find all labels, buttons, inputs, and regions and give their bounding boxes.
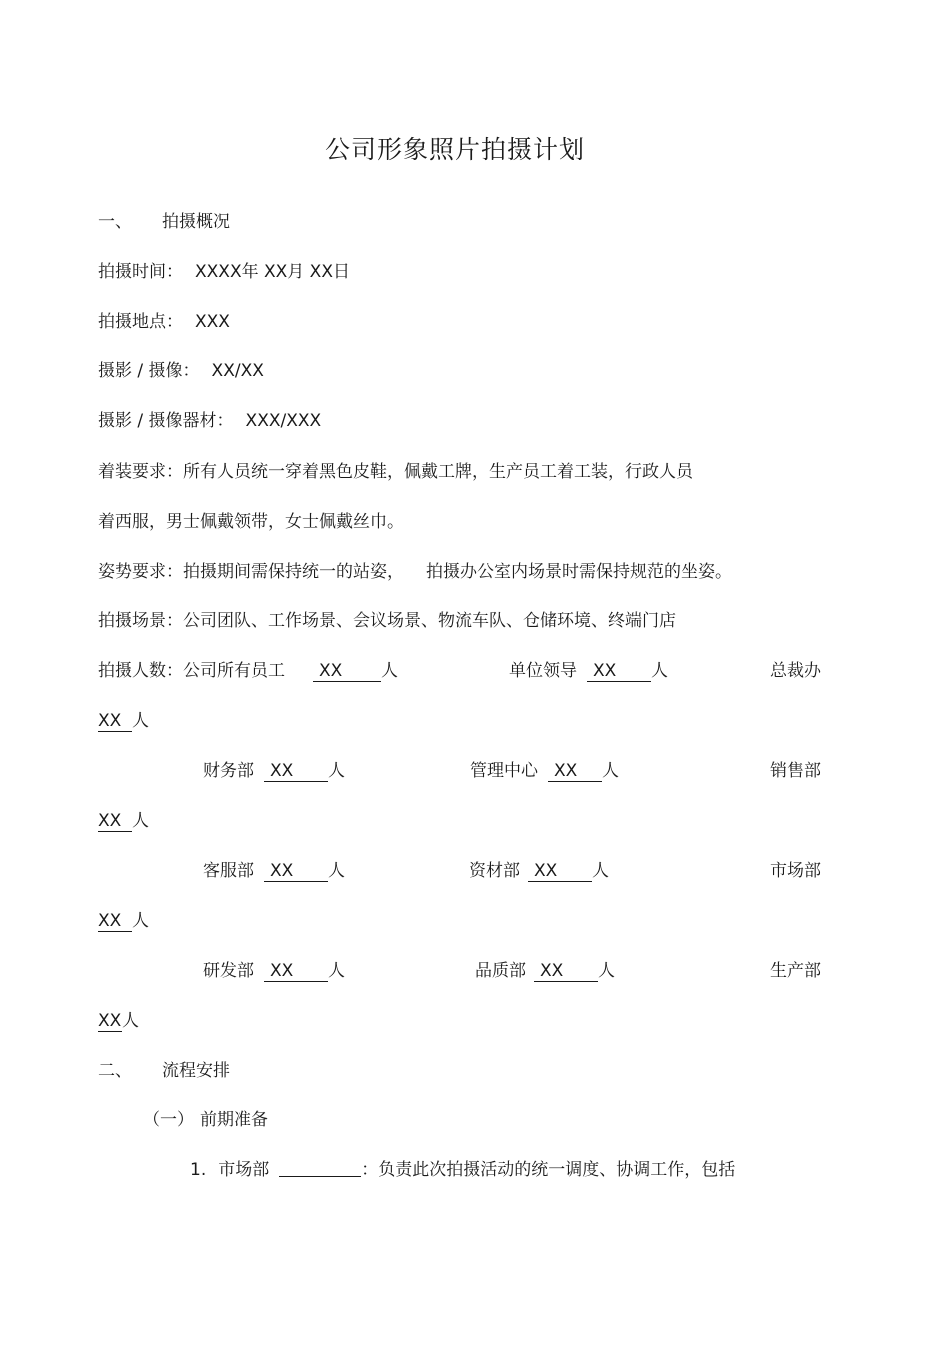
equipment — [98, 410, 321, 432]
shoot-place-label: 拍摄地点： — [98, 312, 183, 332]
photographer — [98, 360, 264, 382]
people-label: 拍摄人数： — [98, 661, 183, 681]
dept-count: XX — [98, 1011, 122, 1031]
section-number: 二、 — [98, 1061, 132, 1081]
people-row-2-a — [203, 760, 345, 782]
people-row-2-c-name: 销售部 — [770, 761, 821, 781]
people-row-3-b — [469, 860, 609, 882]
dept-name: 公司所有员工 — [183, 661, 285, 681]
dept-count: XX — [264, 762, 328, 782]
dept-name: 单位领导 — [509, 661, 577, 681]
people-row-3-c-name: 市场部 — [770, 861, 821, 881]
people-row-4-a — [203, 960, 345, 982]
unit: 人 — [651, 661, 668, 681]
unit: 人 — [328, 761, 345, 781]
equipment-label: 摄影 / 摄像器材： — [98, 411, 234, 431]
dept-count: XX — [313, 662, 381, 682]
dept-count: XX — [98, 812, 132, 832]
subsection-title: 前期准备 — [200, 1110, 268, 1130]
list-item-label: 市场部 — [218, 1160, 270, 1180]
unit: 人 — [592, 861, 609, 881]
people-row-4-b — [475, 960, 615, 982]
section-title: 流程安排 — [162, 1061, 230, 1081]
pose-requirement-part-1: 姿势要求：拍摄期间需保持统一的站姿， — [98, 562, 404, 582]
people-row-3-a — [203, 860, 345, 882]
dept-name: 财务部 — [203, 761, 254, 781]
dept-count: XX — [264, 962, 328, 982]
people-row-2-b — [470, 760, 619, 782]
unit: 人 — [598, 961, 615, 981]
pose-requirement-part-2: 拍摄办公室内场景时需保持规范的坐姿。 — [426, 562, 732, 582]
photographer-value: XX/XX — [211, 361, 264, 381]
people-row-2-c-count — [98, 810, 149, 832]
people-row-1-c-name: 总裁办 — [770, 661, 821, 681]
photographer-label: 摄影 / 摄像： — [98, 361, 200, 381]
people-row-4-c-name: 生产部 — [770, 961, 821, 981]
dept-name: 客服部 — [203, 861, 254, 881]
shoot-time-value: XXXX年 XX月 XX日 — [195, 262, 350, 282]
people-row-1-a — [98, 660, 398, 682]
dept-name: 资材部 — [469, 861, 520, 881]
unit: 人 — [132, 911, 149, 931]
section-heading-process — [98, 1060, 230, 1082]
section-number: 一、 — [98, 212, 132, 232]
unit: 人 — [122, 1011, 139, 1031]
unit: 人 — [381, 661, 398, 681]
section-title: 拍摄概况 — [162, 212, 230, 232]
people-row-3-c-count — [98, 910, 149, 932]
subsection-heading-preparation — [143, 1109, 268, 1131]
equipment-value: XXX/XXX — [245, 411, 322, 431]
document-title: 公司形象照片拍摄计划 — [324, 135, 585, 164]
list-item-text: ：负责此次拍摄活动的统一调度、协调工作，包括 — [361, 1160, 736, 1180]
dept-name: 研发部 — [203, 961, 254, 981]
dept-count: XX — [528, 862, 592, 882]
dept-count: XX — [587, 662, 651, 682]
dept-count: XX — [534, 962, 598, 982]
dept-count: XX — [98, 712, 132, 732]
dept-count: XX — [98, 912, 132, 932]
unit: 人 — [328, 961, 345, 981]
shoot-place — [98, 311, 230, 333]
unit: 人 — [328, 861, 345, 881]
dept-name: 品质部 — [475, 961, 526, 981]
dept-name: 管理中心 — [470, 761, 538, 781]
dress-code-line-1: 着装要求：所有人员统一穿着黑色皮鞋，佩戴工牌，生产员工着工装，行政人员 — [98, 462, 693, 482]
section-heading-overview — [98, 211, 230, 233]
people-row-4-c-count — [98, 1010, 139, 1032]
pose-requirement — [98, 561, 732, 583]
shoot-time-label: 拍摄时间： — [98, 262, 183, 282]
fill-in-blank — [279, 1158, 361, 1177]
shoot-scenes: 拍摄场景：公司团队、工作场景、会议场景、物流车队、仓储环境、终端门店 — [98, 611, 676, 631]
dept-count: XX — [264, 862, 328, 882]
dress-code-line-2: 着西服，男士佩戴领带，女士佩戴丝巾。 — [98, 512, 404, 532]
dept-count: XX — [548, 762, 602, 782]
shoot-time — [98, 261, 350, 283]
people-row-1-c-count — [98, 710, 149, 732]
shoot-place-value: XXX — [195, 312, 230, 332]
unit: 人 — [132, 811, 149, 831]
list-item-1 — [190, 1158, 735, 1181]
list-item-number: 1. — [190, 1160, 207, 1180]
people-row-1-b — [509, 660, 668, 682]
subsection-number: （一） — [143, 1110, 194, 1130]
unit: 人 — [132, 711, 149, 731]
unit: 人 — [602, 761, 619, 781]
